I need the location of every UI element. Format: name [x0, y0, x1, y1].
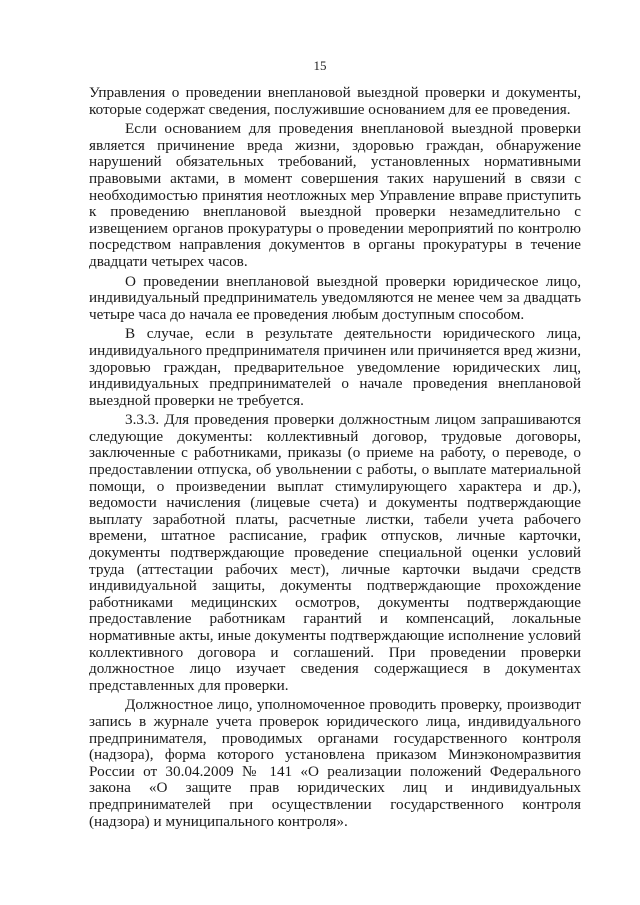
paragraph-continuation: Управления о проведении внеплановой выездной проверки и документы, которые содержат сведения, послужившие основанием для ее проведения.	[89, 84, 581, 118]
paragraph-inspection-log: Должностное лицо, уполномоченное проводить проверку, производит запись в журнале учета проверок юридического лица, индивидуального предпринимателя, проводимых органами государственного контроля (надзора), форма которого установлена приказом Минэкономразвития России от 30.04.2009 № 141 «О реализации положений Федерального закона «О защите прав юридических лиц и индивидуальных предпринимателей при осуществлении государственного контроля (надзора) и муниципального контроля».	[89, 696, 581, 830]
paragraph-section-3-3-3: 3.3.3. Для проведения проверки должностным лицом запрашиваются следующие документы: коллективный договор, трудовые договоры, заключенные с работниками, приказы (о приеме на работу, о переводе, о предоставлении отпуска, об увольнении с работы, о выплате материальной помощи, о произведении выплат стимулирующего характера и др.), ведомости начисления (лицевые счета) и документы подтверждающие выплату заработной платы, расчетные листки, табели учета рабочего времени, штатное расписание, график отпусков, личные карточки, документы подтверждающие проведение специальной оценки условий труда (аттестации рабочих мест), личные карточки выдачи средств индивидуальной защиты, документы подтверждающие прохождение работниками медицинских осмотров, документы подтверждающие предоставление работникам гарантий и компенсаций, локальные нормативные акты, иные документы подтверждающие исполнение условий коллективного договора и соглашений. При проведении проверки должностное лицо изучает сведения содержащиеся в документах представленных для проверки.	[89, 411, 581, 694]
document-body	[89, 85, 581, 830]
paragraph-no-notification: В случае, если в результате деятельности юридического лица, индивидуального предпринимателя причинен или причиняется вред жизни, здоровью граждан, предварительное уведомление юридических лиц, индивидуальных предпринимателей о начале проведения внеплановой выездной проверки не требуется.	[89, 325, 581, 409]
paragraph-urgent-inspection: Если основанием для проведения внеплановой выездной проверки является причинение вреда жизни, здоровью граждан, обнаружение нарушений обязательных требований, установленных нормативными правовыми актами, в момент совершения таких нарушений в связи с необходимостью принятия неотложных мер Управление вправе приступить к проведению внеплановой выездной проверки незамедлительно с извещением органов прокуратуры о проведении мероприятий по контролю посредством направления документов в органы прокуратуры в течение двадцати четырех часов.	[89, 120, 581, 270]
paragraph-notification: О проведении внеплановой выездной проверки юридическое лицо, индивидуальный предприниматель уведомляются не менее чем за двадцать четыре часа до начала ее проведения любым доступным способом.	[89, 272, 581, 323]
page-number: 15	[313, 58, 327, 73]
